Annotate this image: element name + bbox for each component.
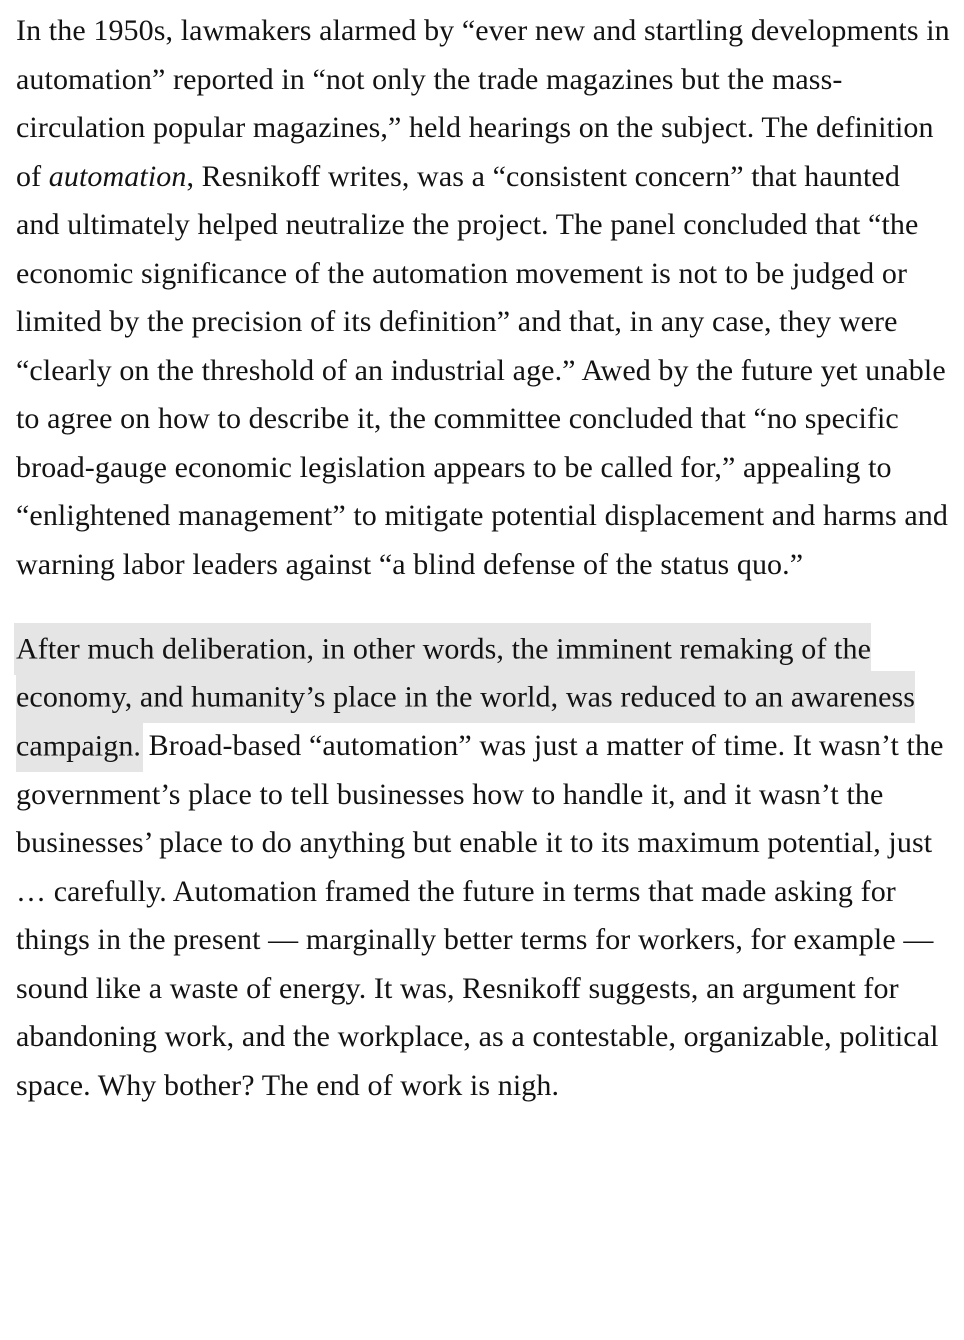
- paragraph-text: Broad-based “automation” was just a matter of time. It wasn’t the government’s place to tell businesses how to handle it, and it wasn’t the businesses’ place to do anything but enable it to its maximum potential, just … carefully. Automation framed the future in terms that made asking for things in the present — marginally better terms for workers, for example — sound like a waste of energy. It was, Resnikoff suggests, an argument for abandoning work, and the workplace, as a contestable, organizable, political space. Why bother? The end of work is nigh.: [16, 729, 944, 1102]
- paragraph-text: In the 1950s, lawmakers alarmed by “ever new and startling developments in automation” reported in “not only the trade magazines but the mass-circulation popular magazines,” held hearings on the subject. The definition of: [16, 14, 950, 193]
- highlighted-sentence: After much deliberation, in other words, the imminent remaking of the economy, and humanity’s place in the world, was reduced to an awareness campaign.: [14, 623, 915, 772]
- italic-term-automation: automation: [48, 159, 187, 193]
- paragraph-automation-hearings: [16, 7, 950, 589]
- paragraph-text: , Resnikoff writes, was a “consistent concern” that haunted and ultimately helped neutralize the project. The panel concluded that “the economic significance of the automation movement is not to be judged or limited by the precision of its definition” and that, in any case, they were “clearly on the threshold of an industrial age.” Awed by the future yet unable to agree on how to describe it, the committee concluded that “no specific broad-gauge economic legislation appears to be called for,” appealing to “enlightened management” to mitigate potential displacement and harms and warning labor leaders against “a blind defense of the status quo.”: [16, 159, 948, 581]
- paragraph-awareness-campaign: [16, 625, 950, 1110]
